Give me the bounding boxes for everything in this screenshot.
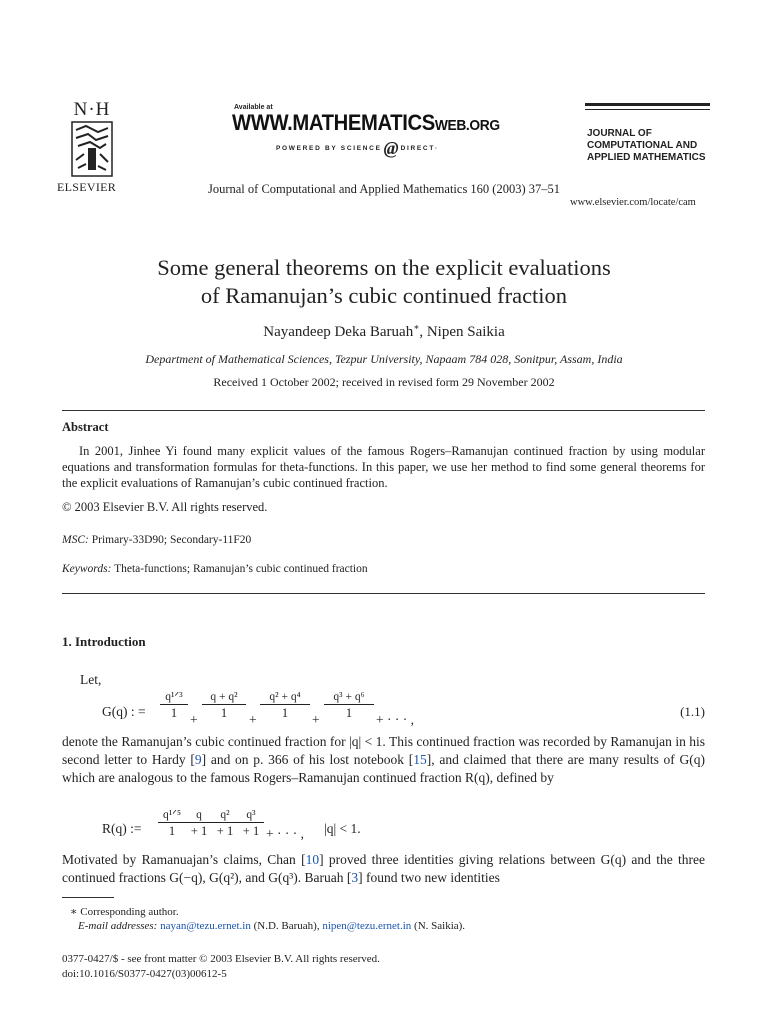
eq2-frac-2: [186, 808, 212, 839]
para2-c: ] found two new identities: [358, 870, 500, 885]
author2: Nipen Saikia: [426, 324, 505, 340]
journal-name-line1: JOURNAL OF: [587, 128, 652, 139]
publisher-logo-text: N·H: [73, 99, 111, 120]
title-line2: of Ramanujan’s cubic continued fraction: [200, 283, 568, 308]
para1-b: ] and on p. 366 of his lost notebook [: [201, 752, 414, 767]
mathematicsweb-suffix: WEB.ORG: [434, 117, 500, 134]
para2-b: ] proved three identities giving relations between G(q) and the three continued fractions G(−q), G(q²), and G(q³). Baruah [: [62, 852, 705, 885]
powered-by-line: [276, 138, 439, 159]
rule-top: [62, 410, 705, 411]
intro-paragraph-2: [62, 851, 705, 887]
email-owner-2: (N. Saikia).: [411, 920, 466, 932]
rule-bottom: [62, 593, 705, 594]
keywords-value: Theta-functions; Ramanujan’s cubic continued fraction: [111, 563, 368, 575]
eq1-num-2: q + q²: [202, 690, 246, 705]
powered-by-left: POWERED BY SCIENCE: [276, 145, 382, 152]
journal-name-line3: APPLIED MATHEMATICS: [587, 152, 706, 163]
mathematicsweb-main: WWW.MATHEMATICS: [232, 110, 435, 135]
footnote-rule: [62, 897, 114, 898]
powered-by-right: DIRECT·: [400, 145, 439, 152]
section-heading: 1. Introduction: [62, 634, 146, 649]
eq1-plus-1: +: [190, 712, 198, 727]
eq1-frac-3: [260, 690, 310, 721]
keywords-label: Keywords:: [62, 563, 112, 575]
eq1-plus-3: +: [312, 712, 320, 727]
footnote-corresponding: ∗ Corresponding author.: [70, 906, 179, 918]
eq1-number: (1.1): [680, 704, 705, 719]
msc-label: MSC:: [62, 534, 89, 546]
eq2-den-4: + 1: [242, 824, 260, 838]
eq2-tail: + · · · ,: [266, 826, 304, 841]
elsevier-tree-icon: [70, 120, 114, 178]
eq1-frac-1: [160, 690, 188, 721]
eq2-den-1: 1: [168, 824, 176, 838]
abstract-body: [62, 443, 705, 491]
eq2-den-2: + 1: [190, 824, 208, 838]
journal-rule-thick: [585, 103, 710, 106]
title-line1: Some general theorems on the explicit evaluations: [157, 255, 611, 280]
ref-10-link[interactable]: 10: [305, 852, 320, 867]
eq2-num-3: q²: [212, 808, 238, 823]
intro-paragraph-1: [62, 733, 705, 787]
eq1-lhs: G(q) : =: [102, 704, 146, 719]
eq2-condition: |q| < 1.: [324, 821, 361, 836]
article-title: [0, 254, 768, 310]
publisher-name: ELSEVIER: [57, 180, 117, 194]
eq2-frac-3: [212, 808, 238, 839]
eq2-frac-4: [238, 808, 264, 839]
abstract-heading: Abstract: [62, 420, 109, 434]
eq2-lhs: R(q) :=: [102, 821, 142, 836]
corresponding-mark[interactable]: ∗: [413, 322, 420, 332]
para1-a: denote the Ramanujan’s cubic continued fraction for |q| < 1. This continued fraction was recorded by Ramanujan in his second letter to Hardy [: [62, 734, 705, 767]
email-link-1[interactable]: nayan@tezu.ernet.in: [160, 920, 251, 932]
journal-rule-thin: [585, 109, 710, 110]
ref-9-link[interactable]: 9: [194, 752, 202, 767]
eq2-frac-1: [158, 808, 186, 839]
eq1-den-2: 1: [220, 706, 228, 720]
msc-line: [62, 534, 251, 546]
para2-a: Motivated by Ramanuajan’s claims, Chan [: [62, 852, 306, 867]
eq2-num-1: q¹ᐟ⁵: [158, 808, 186, 823]
keywords-line: [62, 563, 368, 575]
eq1-den-3: 1: [281, 706, 289, 720]
para1-c: ], and claimed that there are many results of G(q) which are analogous to the famous Rogers–Ramanujan continued fraction R(q), defined by: [62, 752, 706, 785]
ref-3-link[interactable]: 3: [351, 870, 359, 885]
abstract-text: In 2001, Jinhee Yi found many explicit values of the famous Rogers–Ramanujan continued fraction by using modular equations and transformation formulas for theta-functions. In this paper, we use her method to find some general theorems for the explicit evaluations of Ramanujan’s cubic continued fraction.: [62, 444, 705, 490]
author-separator: ,: [419, 324, 427, 340]
let-text: Let,: [80, 672, 102, 687]
email-owner-1: (N.D. Baruah),: [250, 920, 323, 932]
eq1-plus-2: +: [249, 712, 257, 727]
eq1-num-3: q² + q⁴: [260, 690, 310, 705]
msc-value: Primary-33D90; Secondary-11F20: [88, 534, 252, 546]
author1: Nayandeep Deka Baruah: [263, 324, 414, 340]
eq1-tail: + · · · ,: [376, 712, 414, 727]
journal-name: [587, 128, 706, 164]
eq1-den-4: 1: [345, 706, 353, 720]
mathematicsweb-logo[interactable]: [232, 110, 500, 136]
available-at-label: Available at: [234, 104, 273, 111]
authors: [0, 322, 768, 341]
eq1-num-4: q³ + q⁶: [324, 690, 374, 705]
journal-reference: Journal of Computational and Applied Mathematics 160 (2003) 37–51: [207, 182, 561, 196]
abstract-copyright: © 2003 Elsevier B.V. All rights reserved.: [62, 500, 268, 514]
eq2-num-2: q: [186, 808, 212, 823]
email-link-2[interactable]: nipen@tezu.ernet.in: [322, 920, 412, 932]
eq2-num-4: q³: [238, 808, 264, 823]
eq1-num-1: q¹ᐟ³: [160, 690, 188, 705]
eq1-frac-4: [324, 690, 374, 721]
footnote-emails: [78, 920, 465, 932]
publisher-logo: [62, 100, 122, 192]
issn-line: 0377-0427/$ - see front matter © 2003 Elsevier B.V. All rights reserved.: [62, 953, 380, 965]
sciencedirect-at-icon: @: [383, 138, 399, 158]
email-label: E-mail addresses:: [78, 920, 158, 932]
ref-15-link[interactable]: 15: [413, 752, 427, 767]
doi-line[interactable]: doi:10.1016/S0377-0427(03)00612-5: [62, 968, 227, 980]
journal-name-line2: COMPUTATIONAL AND: [587, 140, 698, 151]
eq1-frac-2: [202, 690, 246, 721]
affiliation: Department of Mathematical Sciences, Tezpur University, Napaam 784 028, Sonitpur, Assam, India: [145, 352, 623, 366]
received-dates: Received 1 October 2002; received in revised form 29 November 2002: [213, 375, 555, 389]
journal-url[interactable]: www.elsevier.com/locate/cam: [570, 197, 696, 208]
eq2-den-3: + 1: [216, 824, 234, 838]
eq1-den-1: 1: [170, 706, 178, 720]
